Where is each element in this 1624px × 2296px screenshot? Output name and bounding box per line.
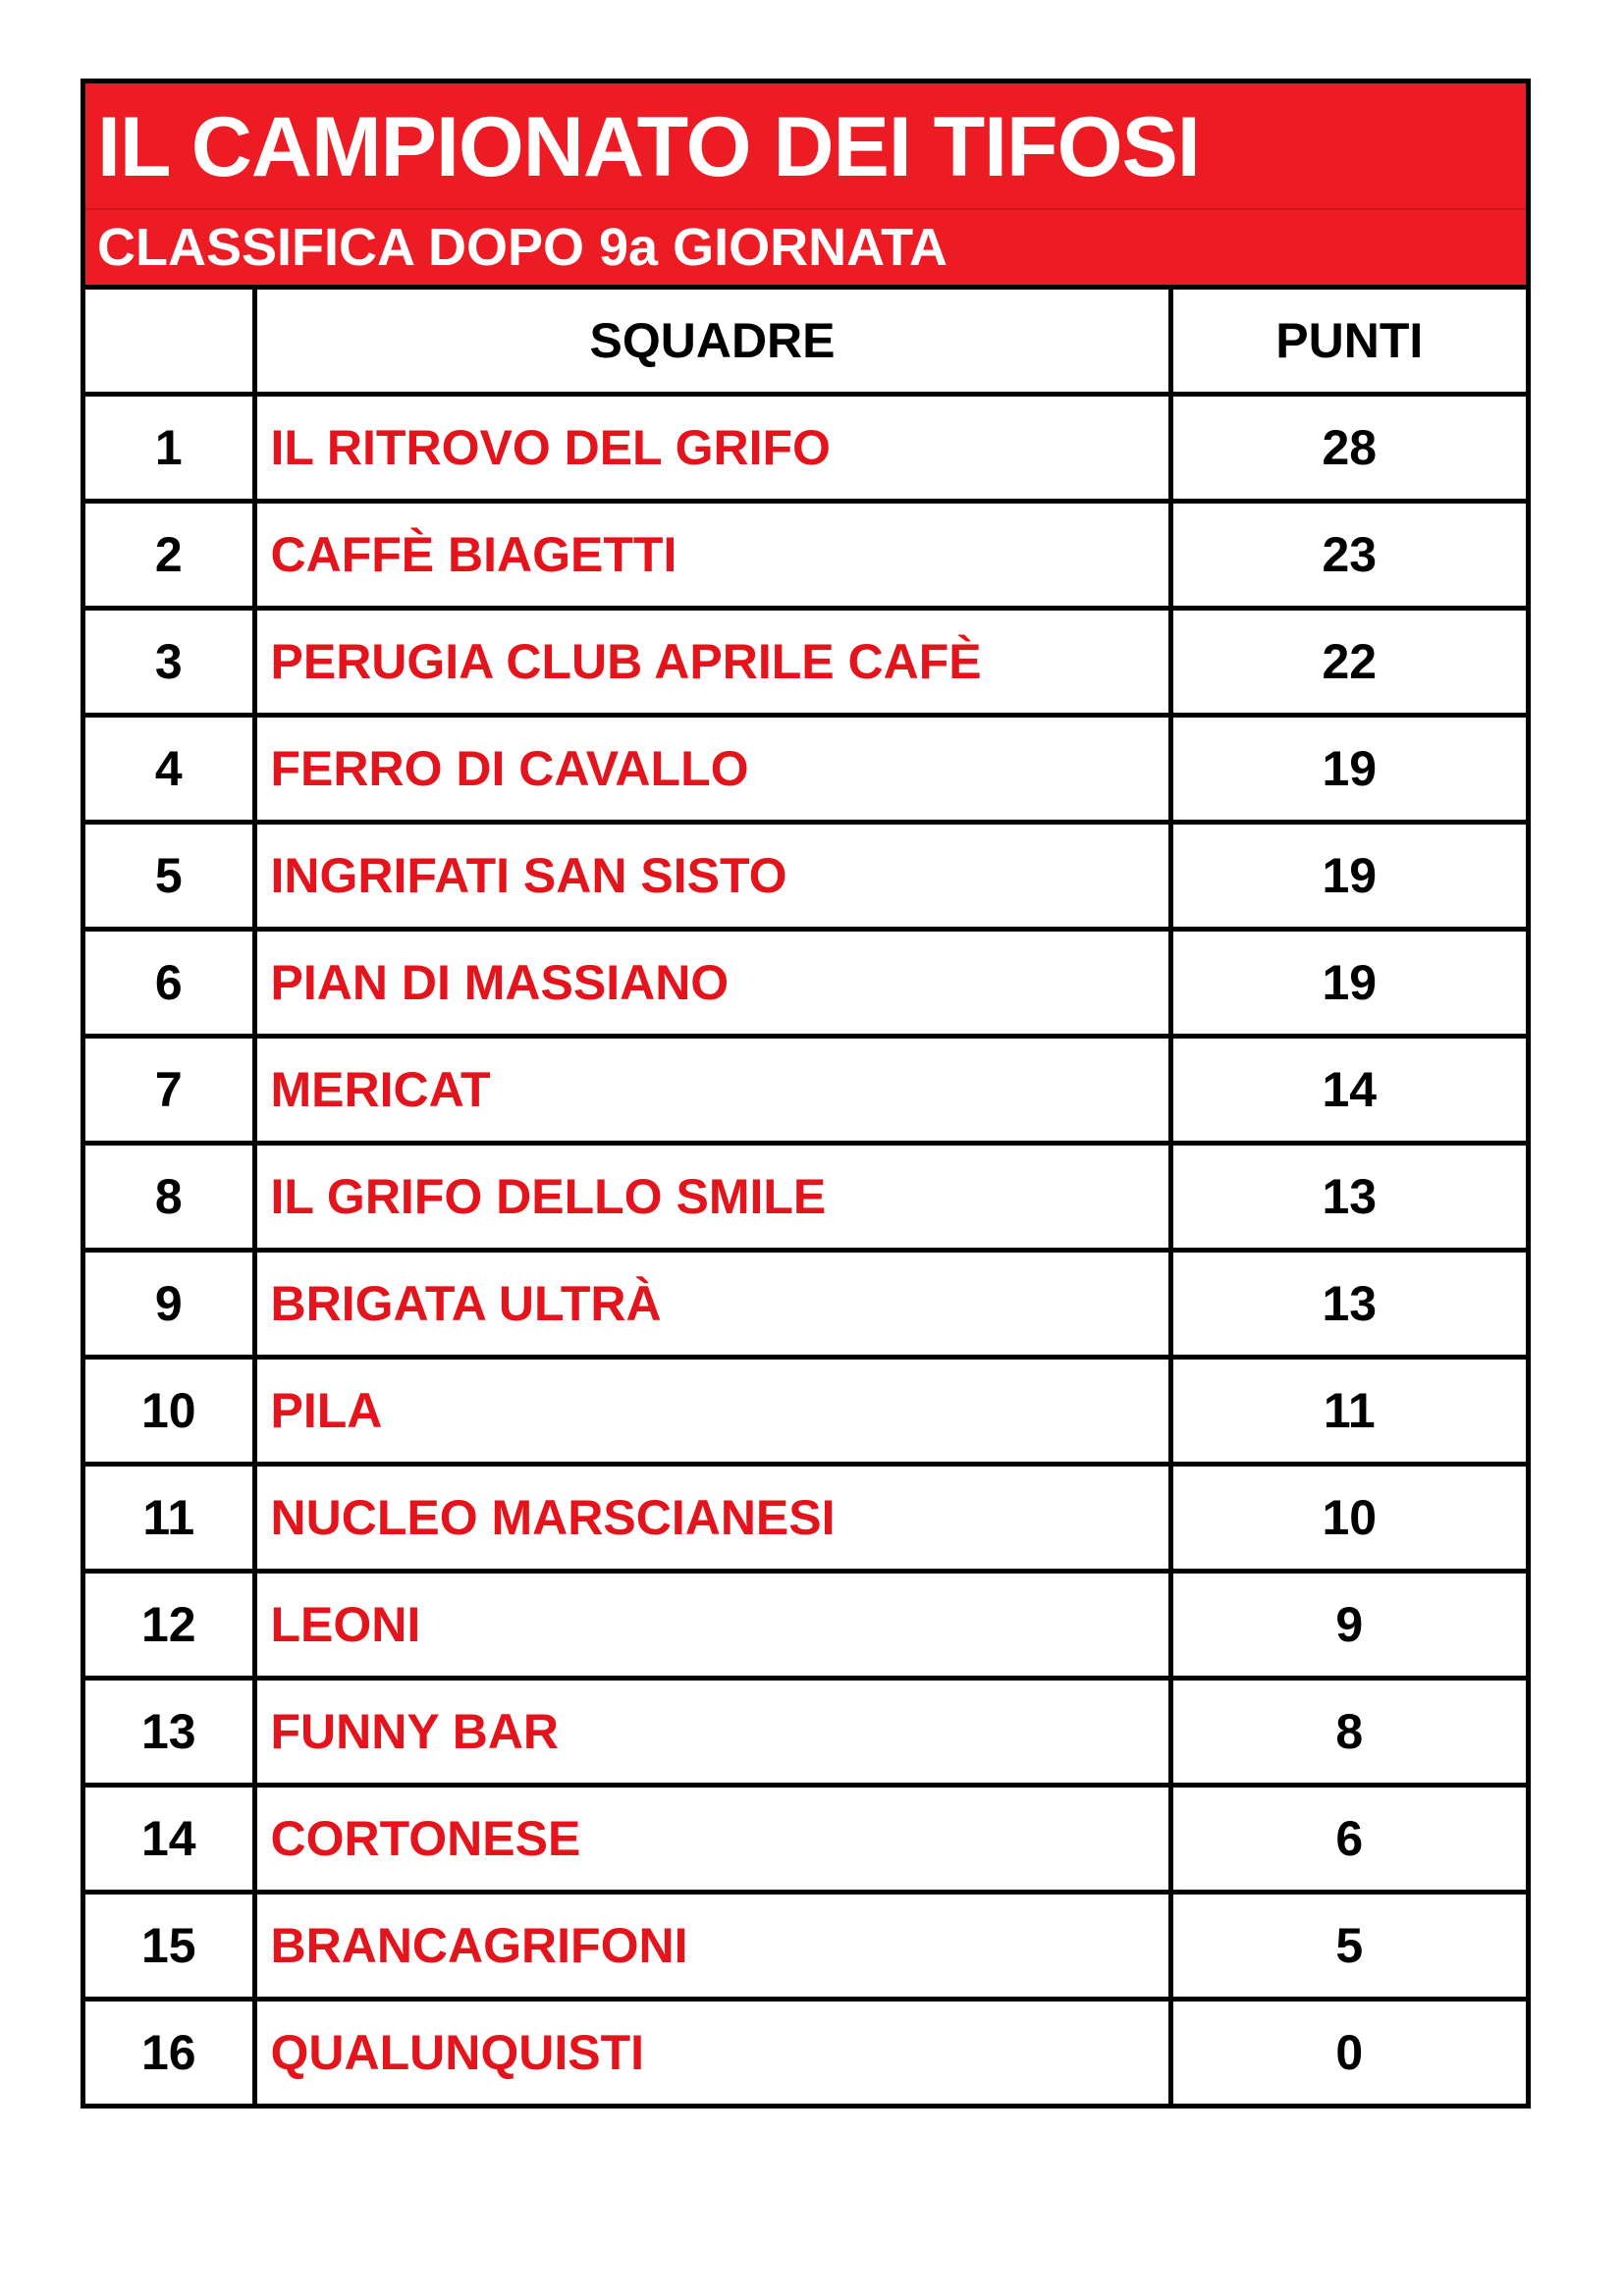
position-cell: 15 (85, 1893, 254, 2000)
standings-table (85, 290, 1526, 2104)
table-row (85, 823, 1526, 930)
position-cell: 12 (85, 1572, 254, 1679)
team-name-cell: NUCLEO MARSCIANESI (254, 1465, 1170, 1572)
team-name-cell: IL RITROVO DEL GRIFO (254, 395, 1170, 502)
position-cell: 8 (85, 1144, 254, 1251)
position-cell: 16 (85, 2000, 254, 2105)
position-cell: 14 (85, 1786, 254, 1893)
table-row (85, 395, 1526, 502)
points-cell: 5 (1170, 1893, 1526, 2000)
team-name-cell: MERICAT (254, 1037, 1170, 1144)
standings-sheet (81, 79, 1531, 2109)
points-cell: 8 (1170, 1679, 1526, 1786)
team-name-cell: QUALUNQUISTI (254, 2000, 1170, 2105)
points-cell: 28 (1170, 395, 1526, 502)
team-name-cell: IL GRIFO DELLO SMILE (254, 1144, 1170, 1251)
position-cell: 1 (85, 395, 254, 502)
table-row (85, 1037, 1526, 1144)
team-name-cell: INGRIFATI SAN SISTO (254, 823, 1170, 930)
position-cell: 7 (85, 1037, 254, 1144)
table-row (85, 2000, 1526, 2105)
table-row (85, 716, 1526, 823)
points-cell: 19 (1170, 823, 1526, 930)
column-header-position (85, 290, 254, 395)
table-row (85, 1679, 1526, 1786)
points-cell: 22 (1170, 609, 1526, 716)
position-cell: 4 (85, 716, 254, 823)
table-row (85, 1358, 1526, 1465)
column-header-teams: SQUADRE (254, 290, 1170, 395)
table-row (85, 1251, 1526, 1358)
position-cell: 11 (85, 1465, 254, 1572)
points-cell: 11 (1170, 1358, 1526, 1465)
points-cell: 19 (1170, 930, 1526, 1037)
points-cell: 10 (1170, 1465, 1526, 1572)
position-cell: 13 (85, 1679, 254, 1786)
table-row (85, 1786, 1526, 1893)
points-cell: 14 (1170, 1037, 1526, 1144)
table-header-row (85, 290, 1526, 395)
points-cell: 0 (1170, 2000, 1526, 2105)
table-row (85, 609, 1526, 716)
position-cell: 3 (85, 609, 254, 716)
position-cell: 10 (85, 1358, 254, 1465)
team-name-cell: CAFFÈ BIAGETTI (254, 502, 1170, 609)
team-name-cell: LEONI (254, 1572, 1170, 1679)
points-cell: 13 (1170, 1144, 1526, 1251)
table-row (85, 1144, 1526, 1251)
points-cell: 13 (1170, 1251, 1526, 1358)
points-cell: 23 (1170, 502, 1526, 609)
table-row (85, 1465, 1526, 1572)
position-cell: 2 (85, 502, 254, 609)
column-header-points: PUNTI (1170, 290, 1526, 395)
team-name-cell: CORTONESE (254, 1786, 1170, 1893)
table-row (85, 502, 1526, 609)
team-name-cell: FUNNY BAR (254, 1679, 1170, 1786)
table-row (85, 930, 1526, 1037)
team-name-cell: FERRO DI CAVALLO (254, 716, 1170, 823)
table-row (85, 1893, 1526, 2000)
table-row (85, 1572, 1526, 1679)
points-cell: 6 (1170, 1786, 1526, 1893)
position-cell: 6 (85, 930, 254, 1037)
header-banner (85, 83, 1526, 290)
position-cell: 9 (85, 1251, 254, 1358)
team-name-cell: BRANCAGRIFONI (254, 1893, 1170, 2000)
team-name-cell: BRIGATA ULTRÀ (254, 1251, 1170, 1358)
points-cell: 19 (1170, 716, 1526, 823)
team-name-cell: PERUGIA CLUB APRILE CAFÈ (254, 609, 1170, 716)
page-subtitle: CLASSIFICA DOPO 9a GIORNATA (97, 218, 948, 277)
position-cell: 5 (85, 823, 254, 930)
team-name-cell: PILA (254, 1358, 1170, 1465)
banner-divider (85, 208, 1526, 210)
page-title: IL CAMPIONATO DEI TIFOSI (97, 100, 1200, 194)
points-cell: 9 (1170, 1572, 1526, 1679)
team-name-cell: PIAN DI MASSIANO (254, 930, 1170, 1037)
